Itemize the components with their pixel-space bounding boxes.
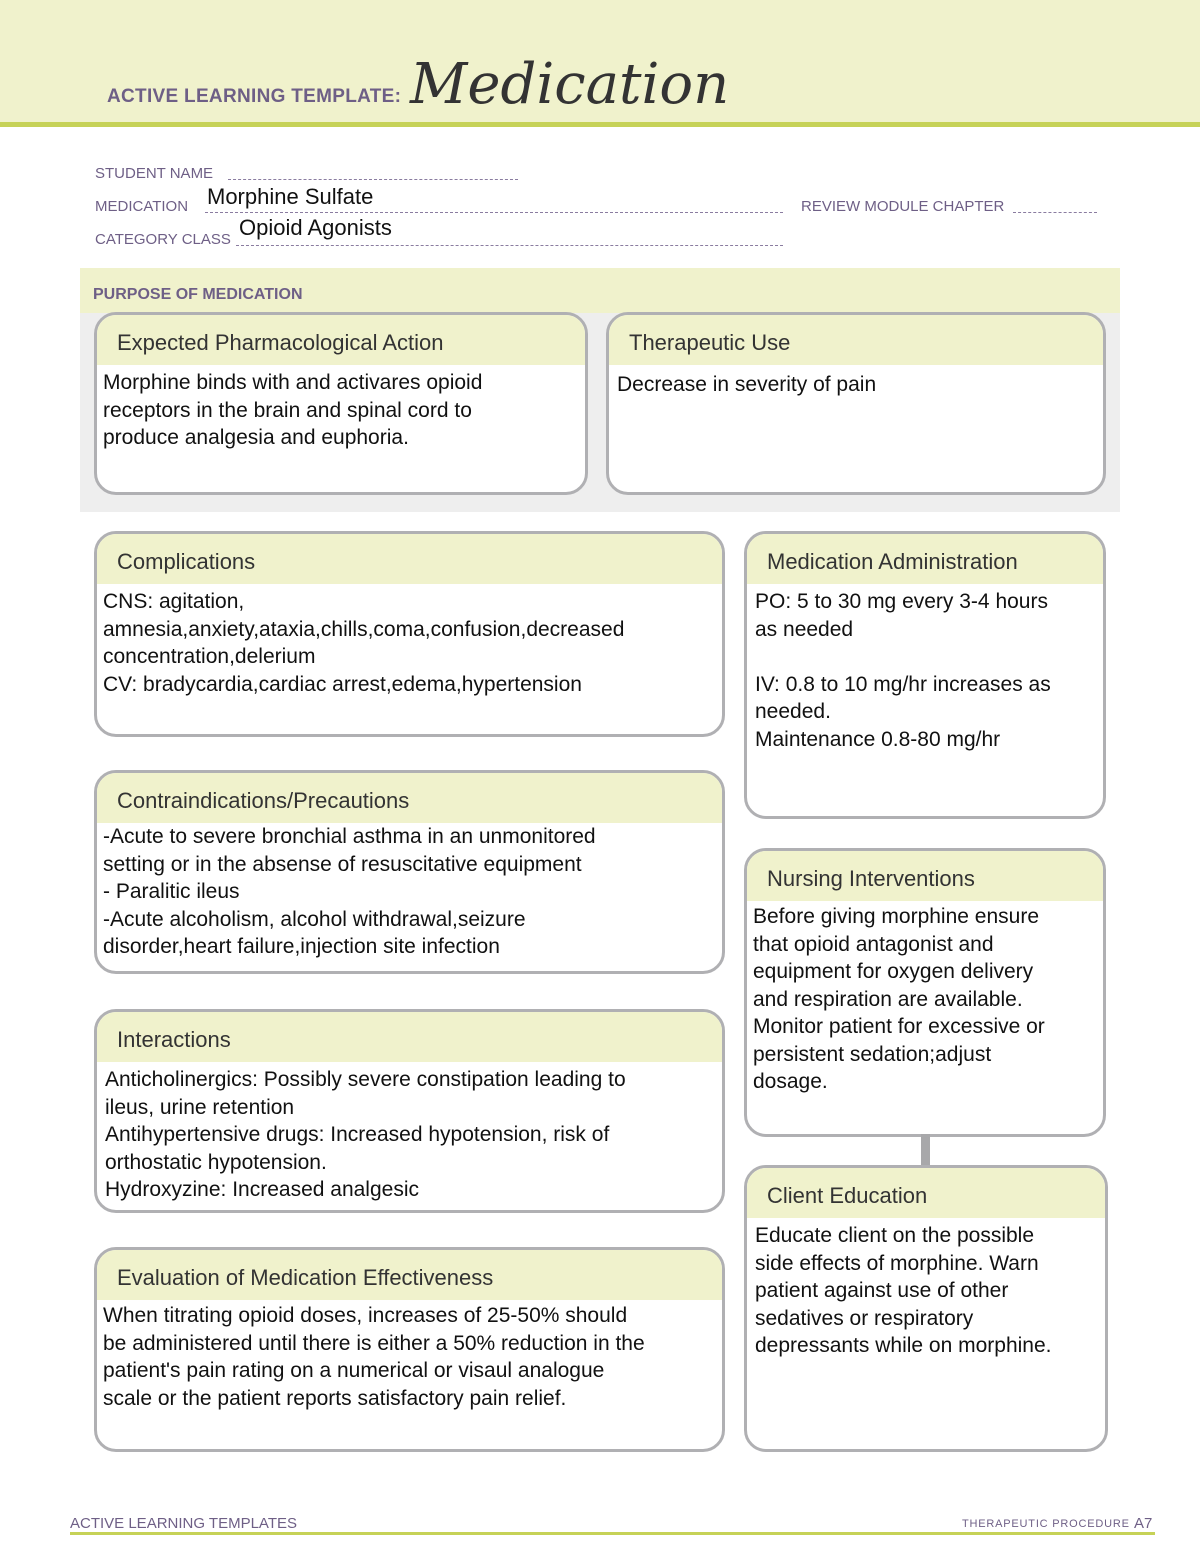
template-label: ACTIVE LEARNING TEMPLATE: <box>107 86 402 107</box>
nursing-interventions-box <box>744 848 1106 1137</box>
review-module-label: REVIEW MODULE CHAPTER <box>801 198 1005 215</box>
text-line: depressants while on morphine. <box>755 1334 1052 1357</box>
contraindications-box <box>94 770 725 974</box>
text-line: Monitor patient for excessive or <box>753 1015 1045 1038</box>
text-line: receptors in the brain and spinal cord to <box>103 398 472 422</box>
text-line: CV: bradycardia,cardiac arrest,edema,hypertension <box>103 672 582 696</box>
text-line: IV: 0.8 to 10 mg/hr increases as <box>755 672 1051 696</box>
text-line: ileus, urine retention <box>105 1095 295 1119</box>
box-title: Therapeutic Use <box>609 315 1103 365</box>
page-title: Medication <box>410 52 730 117</box>
box-title: Contraindications/Precautions <box>97 773 722 823</box>
medication-value: Morphine Sulfate <box>207 184 374 209</box>
category-label: CATEGORY CLASS <box>95 231 231 248</box>
text-line: produce analgesia and euphoria. <box>103 426 409 449</box>
text-line: Antihypertensive drugs: Increased hypotension, risk of <box>105 1123 610 1146</box>
box-body[interactable] <box>97 365 585 452</box>
page-number: A7 <box>1134 1515 1153 1532</box>
text-line: and respiration are available. <box>753 987 1023 1011</box>
text-line: as needed <box>755 617 854 641</box>
text-line: Maintenance 0.8-80 mg/hr <box>755 727 1001 751</box>
purpose-title: PURPOSE OF MEDICATION <box>93 286 303 303</box>
text-line: patient's pain rating on a numerical or visaul analogue <box>103 1359 605 1382</box>
box-body[interactable] <box>609 365 1103 399</box>
box-body[interactable] <box>97 823 722 961</box>
text-line: Anticholinergics: Possibly severe constipation leading to <box>105 1068 626 1091</box>
text-line: patient against use of other <box>755 1279 1009 1302</box>
footer-section: THERAPEUTIC PROCEDURE <box>962 1518 1130 1530</box>
box-body[interactable] <box>97 584 722 698</box>
evaluation-box <box>94 1247 725 1452</box>
text-line: sedatives or respiratory <box>755 1306 974 1330</box>
therapeutic-use-box <box>606 312 1106 495</box>
text-line: be administered until there is either a 50% reduction in the <box>103 1331 645 1355</box>
text-line: When titrating opioid doses, increases of 25-50% should <box>103 1304 628 1327</box>
text-line: CNS: agitation, <box>103 590 245 613</box>
text-line: that opioid antagonist and <box>753 932 994 956</box>
text-line: Educate client on the possible <box>755 1224 1035 1247</box>
box-title: Evaluation of Medication Effectiveness <box>97 1250 722 1300</box>
box-body[interactable] <box>747 1218 1105 1360</box>
box-title: Medication Administration <box>747 534 1103 584</box>
text-line: Hydroxyzine: Increased analgesic <box>105 1178 419 1201</box>
box-title: Interactions <box>97 1012 722 1062</box>
footer-divider <box>70 1532 1155 1535</box>
medication-label: MEDICATION <box>95 198 189 215</box>
interactions-box <box>94 1009 725 1213</box>
text-line: equipment for oxygen delivery <box>753 960 1034 983</box>
box-body[interactable] <box>97 1062 722 1204</box>
text-line: Before giving morphine ensure <box>753 905 1040 928</box>
text-line: disorder,heart failure,injection site infection <box>103 935 500 958</box>
text-line: -Acute to severe bronchial asthma in an unmonitored <box>103 825 596 848</box>
text-line: PO: 5 to 30 mg every 3-4 hours <box>755 590 1048 613</box>
text-line: Morphine binds with and activares opioid <box>103 371 483 394</box>
footer-left: ACTIVE LEARNING TEMPLATES <box>70 1515 297 1532</box>
complications-box <box>94 531 725 737</box>
text-line: persistent sedation;adjust <box>753 1042 992 1066</box>
box-body[interactable] <box>747 584 1103 753</box>
category-value: Opioid Agonists <box>239 215 392 240</box>
box-title: Complications <box>97 534 722 584</box>
text-line: concentration,delerium <box>103 645 316 668</box>
text-line: amnesia,anxiety,ataxia,chills,coma,confusion,decreased <box>103 617 625 641</box>
client-education-box <box>744 1165 1108 1452</box>
expected-action-box <box>94 312 588 495</box>
text-line: needed. <box>755 700 831 723</box>
text-line: setting or in the absense of resuscitative equipment <box>103 852 582 876</box>
box-title: Client Education <box>747 1168 1105 1218</box>
text-line: -Acute alcoholism, alcohol withdrawal,seizure <box>103 907 526 931</box>
box-title: Nursing Interventions <box>747 851 1103 901</box>
text-line: - Paralitic ileus <box>103 880 240 903</box>
medication-administration-box <box>744 531 1106 819</box>
box-body[interactable] <box>97 1300 722 1412</box>
text-line: side effects of morphine. Warn <box>755 1251 1039 1275</box>
box-body[interactable] <box>747 901 1103 1096</box>
student-name-label: STUDENT NAME <box>95 165 214 182</box>
connector-line <box>921 1134 930 1168</box>
text-line: Decrease in severity of pain <box>617 373 877 396</box>
text-line: dosage. <box>753 1070 828 1093</box>
header-banner <box>0 0 1200 127</box>
box-title: Expected Pharmacological Action <box>97 315 585 365</box>
review-module-field[interactable] <box>1013 198 1097 213</box>
student-name-field[interactable] <box>228 165 518 180</box>
text-line <box>755 643 1097 671</box>
text-line: scale or the patient reports satisfactory pain relief. <box>103 1386 567 1410</box>
purpose-band <box>80 268 1120 313</box>
text-line: orthostatic hypotension. <box>105 1150 327 1174</box>
